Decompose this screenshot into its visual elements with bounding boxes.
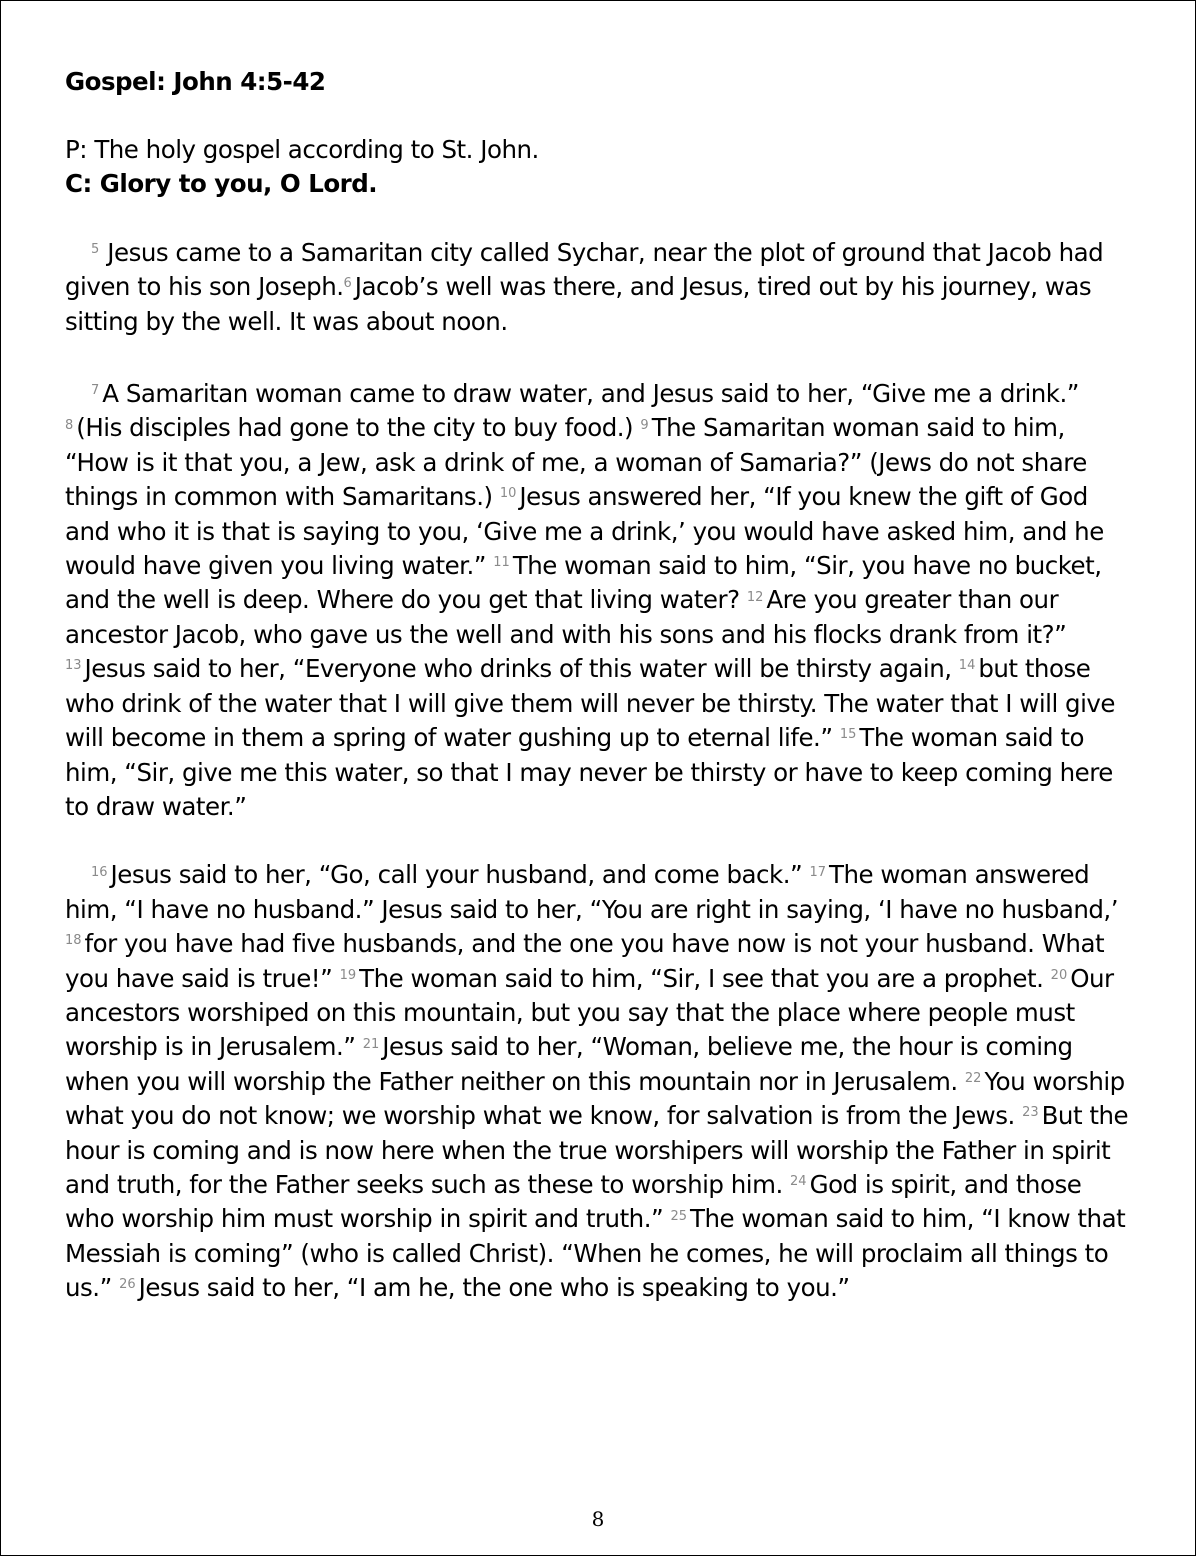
verse-text: for you have had five husbands, and the one you have now is not your husband. What you have said is true!” xyxy=(65,929,1105,993)
verse-number: 9 xyxy=(640,417,649,433)
verse-text: The woman said to him, “Sir, I see that you are a prophet. xyxy=(359,963,1051,993)
verse-text: (His disciples had gone to the city to buy food.) xyxy=(76,413,641,443)
verse-text: Jacob’s well was there, and Jesus, tired out by his journey, was sitting by the well. It was about noon. xyxy=(65,272,1092,336)
verse-number: 22 xyxy=(964,1070,982,1086)
verse-number: 24 xyxy=(790,1174,807,1190)
verse-text: Jesus said to her, “Everyone who drinks of this water will be thirsty again, xyxy=(84,654,959,684)
reading-heading: Gospel: John 4:5-42 xyxy=(65,67,326,96)
scripture-paragraph xyxy=(65,858,1133,1305)
scripture-paragraph xyxy=(65,236,1133,339)
verse-number: 18 xyxy=(65,933,82,949)
page-content xyxy=(65,65,1133,1340)
verse-number: 6 xyxy=(343,276,352,292)
verse-number: 10 xyxy=(499,486,517,502)
scripture-paragraph xyxy=(65,377,1133,824)
verse-text: The woman said to him, “I know that Messiah is coming” (who is called Christ). “When he comes, he will proclaim all things to us.” xyxy=(65,1204,1126,1303)
verse-text: But the hour is coming and is now here when the true worshipers will worship the Father in spirit and truth, for the Father seeks such as these to worship him. xyxy=(65,1101,1129,1199)
verse-text: The woman said to him, “Sir, give me this water, so that I may never be thirsty or have to keep coming here to draw water.” xyxy=(65,723,1113,821)
congregation-response: C: Glory to you, O Lord. xyxy=(65,169,378,199)
verse-number: 17 xyxy=(809,864,827,880)
verse-number: 7 xyxy=(91,383,100,399)
verse-number: 23 xyxy=(1022,1105,1039,1121)
verse-text: Are you greater than our ancestor Jacob, who gave us the well and with his sons and his flocks drank from it?” xyxy=(65,585,1067,649)
verse-number: 14 xyxy=(958,658,976,674)
verse-number: 21 xyxy=(362,1036,380,1052)
verse-text: Our ancestors worshiped on this mountain, but you say that the place where people must worship is in Jerusalem.” xyxy=(65,963,1114,1062)
verse-text: A Samaritan woman came to draw water, and Jesus said to her, “Give me a drink.” xyxy=(102,379,1079,409)
verse-number: 5 xyxy=(91,242,100,258)
verse-text: but those who drink of the water that I will give them will never be thirsty. The water that I will give will become in them a spring of water gushing up to eternal life.” xyxy=(65,654,1115,753)
verse-text: The woman answered him, “I have no husband.” Jesus said to her, “You are right in saying, ‘I have no husband,’ xyxy=(65,860,1119,924)
scripture-text xyxy=(65,236,1133,1306)
verse-number: 12 xyxy=(746,589,764,605)
verse-number: 16 xyxy=(91,864,108,880)
spacer xyxy=(65,202,1133,236)
verse-number: 8 xyxy=(65,417,74,433)
verse-number: 11 xyxy=(493,555,510,571)
verse-text: God is spirit, and those who worship him must worship in spirit and truth.” xyxy=(65,1169,1082,1234)
verse-number: 15 xyxy=(839,727,857,743)
verse-number: 19 xyxy=(339,967,357,983)
verse-text: Jesus answered her, “If you knew the gift of God and who it is that is saying to you, ‘Give me a drink,’ you would have asked him, and he would have given you living water.” xyxy=(65,482,1104,581)
verse-text: Jesus said to her, “I am he, the one who is speaking to you.” xyxy=(138,1273,850,1303)
verse-text: Jesus said to her, “Woman, believe me, the hour is coming when you will worship the Father neither on this mountain nor in Jerusalem. xyxy=(65,1032,1073,1096)
verse-text: The Samaritan woman said to him, “How is it that you, a Jew, ask a drink of me, a woman of Samaria?” (Jews do not share things in common with Samaritans.) xyxy=(65,413,1087,512)
verse-text: Jesus said to her, “Go, call your husband, and come back.” xyxy=(110,860,810,890)
verse-text: You worship what you do not know; we worship what we know, for salvation is from the Jews. xyxy=(65,1066,1125,1131)
verse-number: 25 xyxy=(670,1208,688,1224)
verse-number: 20 xyxy=(1050,967,1068,983)
verse-number: 26 xyxy=(119,1277,136,1293)
page-number: 8 xyxy=(591,1507,605,1531)
verse-text: Jesus came to a Samaritan city called Sychar, near the plot of ground that Jacob had given to his son Joseph. xyxy=(65,237,1104,302)
verse-number: 13 xyxy=(65,658,82,674)
spacer xyxy=(65,99,1133,133)
presider-line: P: The holy gospel according to St. John. xyxy=(65,135,539,164)
verse-text: The woman said to him, “Sir, you have no bucket, and the well is deep. Where do you get that living water? xyxy=(65,551,1102,615)
